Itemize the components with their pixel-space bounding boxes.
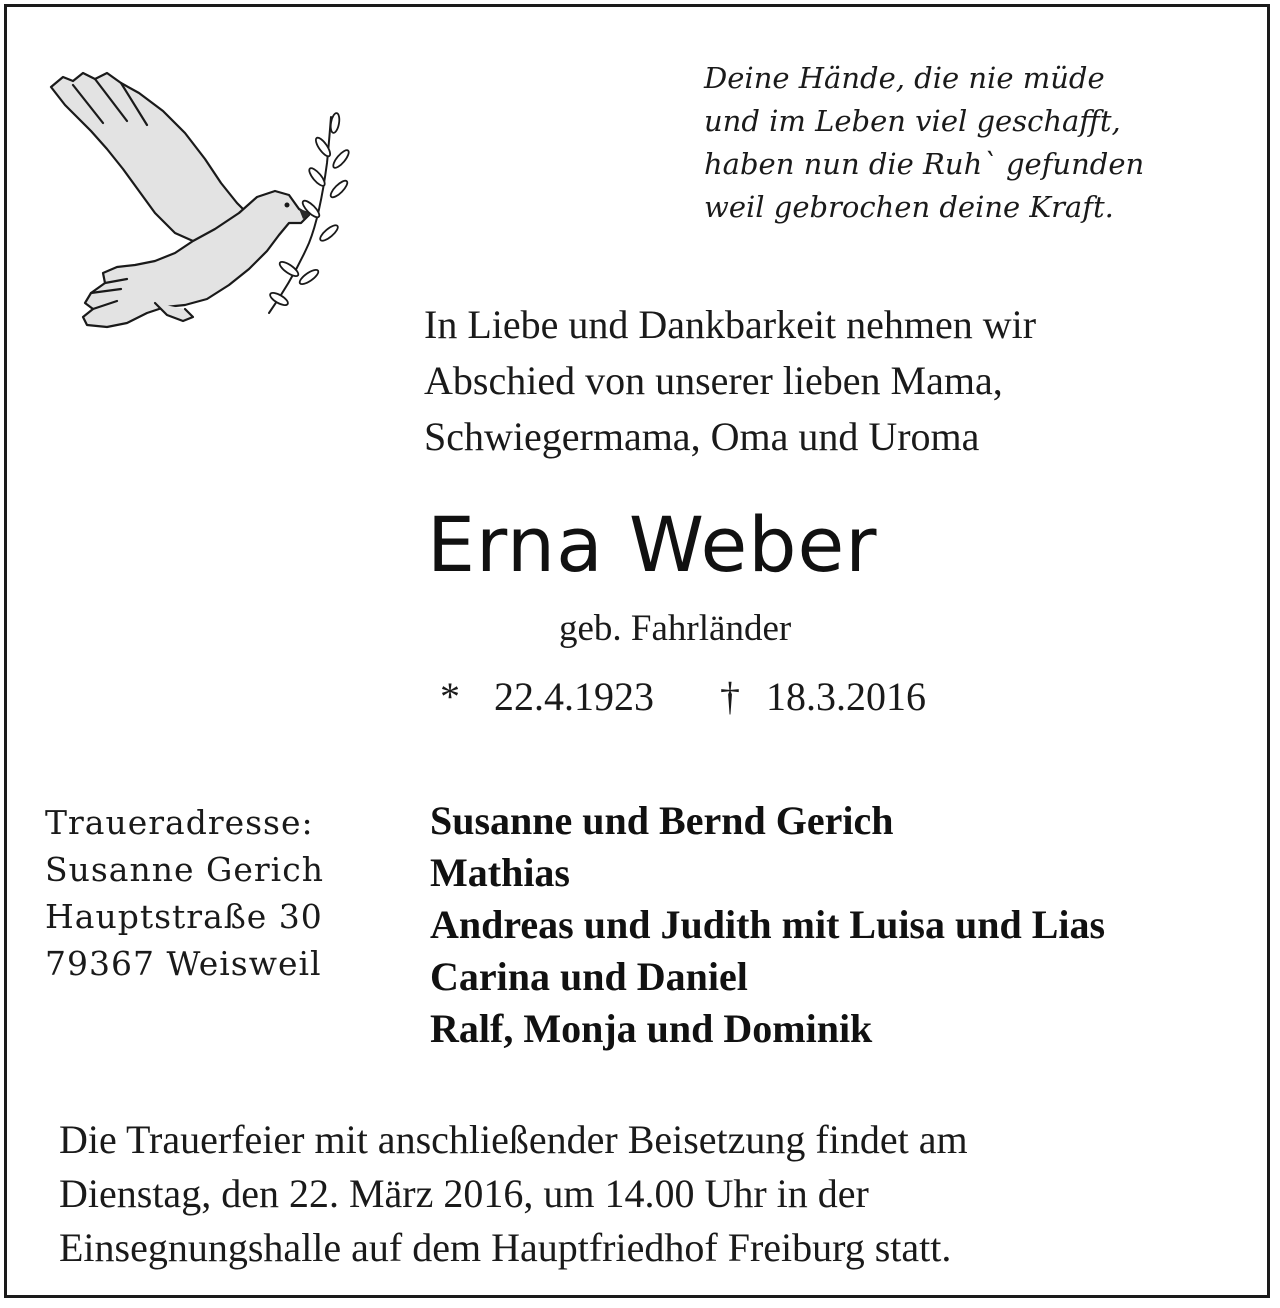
family-line: Mathias xyxy=(430,850,570,895)
dove-icon xyxy=(43,63,363,363)
family-line: Andreas und Judith mit Luisa und Lias xyxy=(430,902,1106,947)
intro-line: Schwiegermama, Oma und Uroma xyxy=(424,414,980,459)
service-line: Die Trauerfeier mit anschließender Beisetzung findet am xyxy=(59,1117,968,1162)
death-date: 18.3.2016 xyxy=(766,674,926,719)
intro-line: In Liebe und Dankbarkeit nehmen wir xyxy=(424,302,1037,347)
intro-text xyxy=(424,297,1244,465)
intro-line: Abschied von unserer lieben Mama, xyxy=(424,358,1003,403)
address-line: Traueradresse: xyxy=(45,803,314,842)
mourning-address xyxy=(45,799,405,987)
birth-date: 22.4.1923 xyxy=(494,674,654,719)
address-line: Susanne Gerich xyxy=(45,850,324,889)
maiden-name: geb. Fahrländer xyxy=(559,608,792,649)
deceased-name: Erna Weber xyxy=(427,500,878,589)
service-line: Dienstag, den 22. März 2016, um 14.00 Uhr in der xyxy=(59,1171,869,1216)
poem-line: weil gebrochen deine Kraft. xyxy=(704,190,1114,224)
poem-line: Deine Hände, die nie müde xyxy=(704,61,1105,95)
address-line: 79367 Weisweil xyxy=(45,944,322,983)
address-line: Hauptstraße 30 xyxy=(45,897,323,936)
poem-line: und im Leben viel geschafft, xyxy=(704,104,1121,138)
birth-symbol: * xyxy=(440,674,460,719)
life-dates xyxy=(440,671,926,723)
obituary-notice xyxy=(4,4,1270,1298)
family-line: Ralf, Monja und Dominik xyxy=(430,1006,873,1051)
poem-line: haben nun die Ruh` gefunden xyxy=(704,147,1145,181)
family-line: Carina und Daniel xyxy=(430,954,748,999)
family-line: Susanne und Bernd Gerich xyxy=(430,798,894,843)
service-info xyxy=(59,1113,1249,1275)
death-symbol: † xyxy=(720,674,740,719)
service-line: Einsegnungshalle auf dem Hauptfriedhof Freiburg statt. xyxy=(59,1225,952,1270)
poem xyxy=(704,57,1224,229)
family-members xyxy=(430,795,1260,1055)
